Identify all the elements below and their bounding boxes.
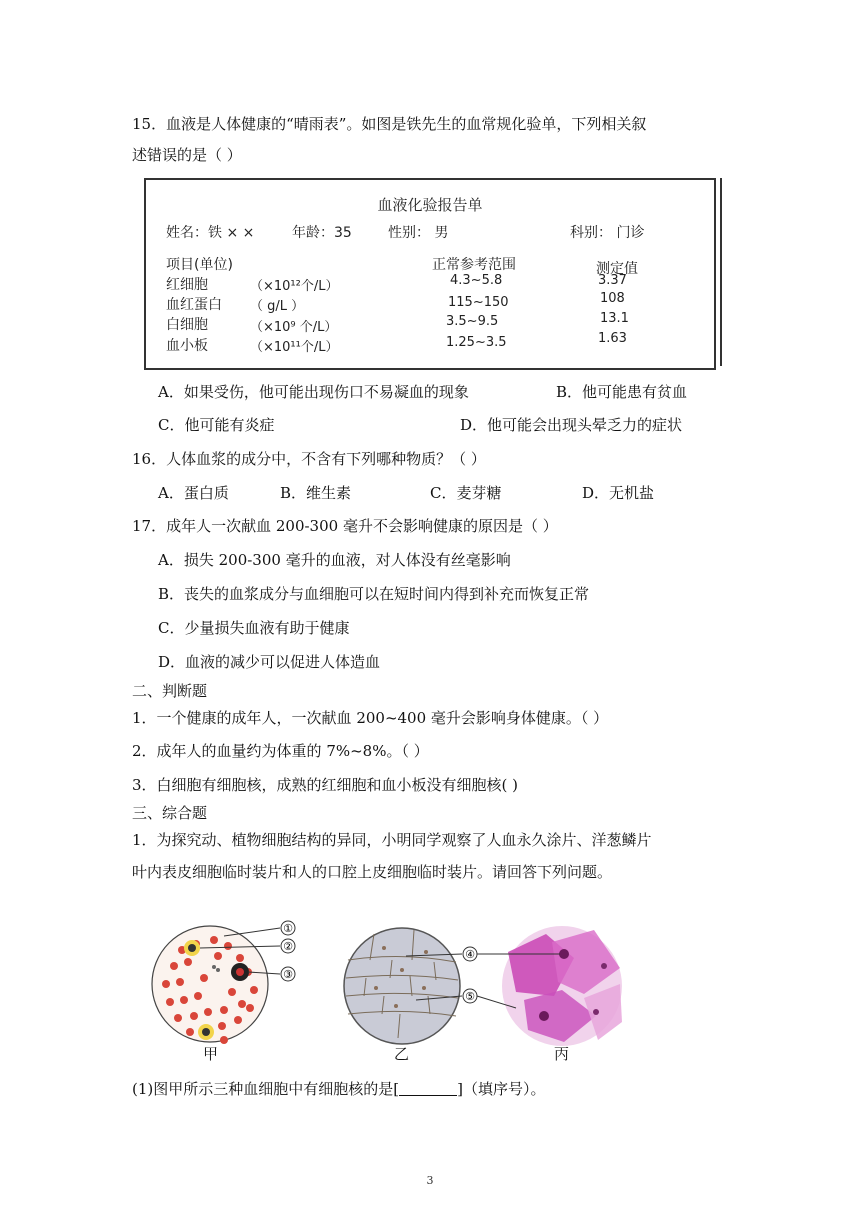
report-col-value: 测定值 — [596, 261, 638, 277]
figure-label-5: ⑤ — [465, 990, 475, 1003]
judge-item-3: 3．白细胞有细胞核，成熟的红细胞和血小板没有细胞核( ) — [132, 776, 519, 794]
report-row-range: 3.5~9.5 — [446, 314, 499, 329]
report-row-value: 3.37 — [598, 273, 627, 288]
figure-caption-bing: 丙 — [554, 1045, 570, 1063]
report-col-item: 项目(单位) — [166, 257, 233, 273]
figure-caption-yi: 乙 — [394, 1045, 410, 1063]
report-col-range: 正常参考范围 — [432, 257, 516, 273]
q15-option-a[interactable]: A．如果受伤，他可能出现伤口不易凝血的现象 — [158, 383, 469, 401]
report-border — [720, 178, 722, 366]
report-name: 姓名：铁 × × — [166, 225, 255, 241]
q15-stem-line2: 述错误的是（ ） — [132, 146, 242, 164]
section3-title: 三、综合题 — [132, 804, 208, 822]
section2-title: 二、判断题 — [132, 682, 208, 700]
report-row-range: 4.3~5.8 — [450, 273, 503, 288]
q15-stem-line1: 15．血液是人体健康的“晴雨表”。如图是铁先生的血常规化验单，下列相关叙 — [132, 115, 647, 133]
report-age: 年龄：35 — [292, 225, 352, 241]
q17-stem: 17．成年人一次献血 200-300 毫升不会影响健康的原因是（ ） — [132, 517, 558, 535]
report-row-item: 白细胞 — [166, 317, 208, 333]
report-row-value: 1.63 — [598, 331, 627, 346]
report-title: 血液化验报告单 — [377, 196, 483, 214]
figure-caption-jia: 甲 — [203, 1045, 219, 1063]
blood-report-image — [144, 178, 716, 370]
report-row-range: 115~150 — [448, 295, 509, 310]
q17-option-b[interactable]: B．丧失的血浆成分与血细胞可以在短时间内得到补充而恢复正常 — [158, 585, 590, 603]
q1-sub1 — [132, 1079, 545, 1099]
q15-option-c[interactable]: C．他可能有炎症 — [158, 416, 275, 434]
q15-option-b[interactable]: B．他可能患有贫血 — [556, 383, 688, 401]
figure-label-1: ① — [283, 922, 293, 935]
figure-label-2: ② — [283, 940, 293, 953]
q16-option-d[interactable]: D．无机盐 — [582, 484, 655, 502]
q15-option-d[interactable]: D．他可能会出现头晕乏力的症状 — [460, 416, 683, 434]
report-row-item: 血红蛋白 — [166, 297, 222, 313]
report-row-unit: （×10⁹ 个/L） — [250, 320, 338, 335]
q16-option-a[interactable]: A．蛋白质 — [158, 484, 229, 502]
report-row-unit: （×10¹²个/L） — [250, 279, 339, 294]
judge-item-2: 2．成年人的血量约为体重的 7%~8%。（ ） — [132, 742, 429, 760]
report-row-range: 1.25~3.5 — [446, 335, 507, 350]
report-row-unit: （×10¹¹个/L） — [250, 340, 339, 355]
q16-option-b[interactable]: B．维生素 — [280, 484, 352, 502]
q17-option-c[interactable]: C．少量损失血液有助于健康 — [158, 619, 350, 637]
answer-blank[interactable] — [399, 1081, 457, 1096]
report-row-item: 红细胞 — [166, 277, 208, 293]
report-row-value: 13.1 — [600, 311, 629, 326]
q17-option-d[interactable]: D．血液的减少可以促进人体造血 — [158, 653, 381, 671]
cheek-cell-figure — [477, 926, 622, 1046]
blood-smear-figure — [152, 921, 295, 1044]
page-number: 3 — [426, 1174, 434, 1187]
q17-option-a[interactable]: A．损失 200-300 毫升的血液，对人体没有丝毫影响 — [158, 551, 511, 569]
figure-label-4: ④ — [465, 948, 475, 961]
q1-stem-line2: 叶内表皮细胞临时装片和人的口腔上皮细胞临时装片。请回答下列问题。 — [132, 863, 613, 881]
q16-option-c[interactable]: C．麦芽糖 — [430, 484, 502, 502]
q16-stem: 16．人体血浆的成分中，不含有下列哪种物质？（ ） — [132, 450, 486, 468]
figure-label-3: ③ — [283, 968, 293, 981]
onion-cell-figure — [344, 928, 477, 1044]
report-row-item: 血小板 — [166, 338, 208, 354]
report-dept: 科别： 门诊 — [570, 225, 645, 241]
q1-stem-line1: 1．为探究动、植物细胞结构的异同，小明同学观察了人血永久涂片、洋葱鳞片 — [132, 831, 652, 849]
q1-sub1-suffix: ]（填序号）。 — [457, 1080, 546, 1098]
judge-item-1: 1．一个健康的成年人，一次献血 200~400 毫升会影响身体健康。（ ） — [132, 709, 609, 727]
report-sex: 性别： 男 — [388, 225, 449, 241]
report-row-value: 108 — [600, 291, 625, 306]
q1-sub1-prefix: (1)图甲所示三种血细胞中有细胞核的是[ — [132, 1080, 400, 1098]
report-row-unit: （ g/L ） — [250, 299, 305, 314]
